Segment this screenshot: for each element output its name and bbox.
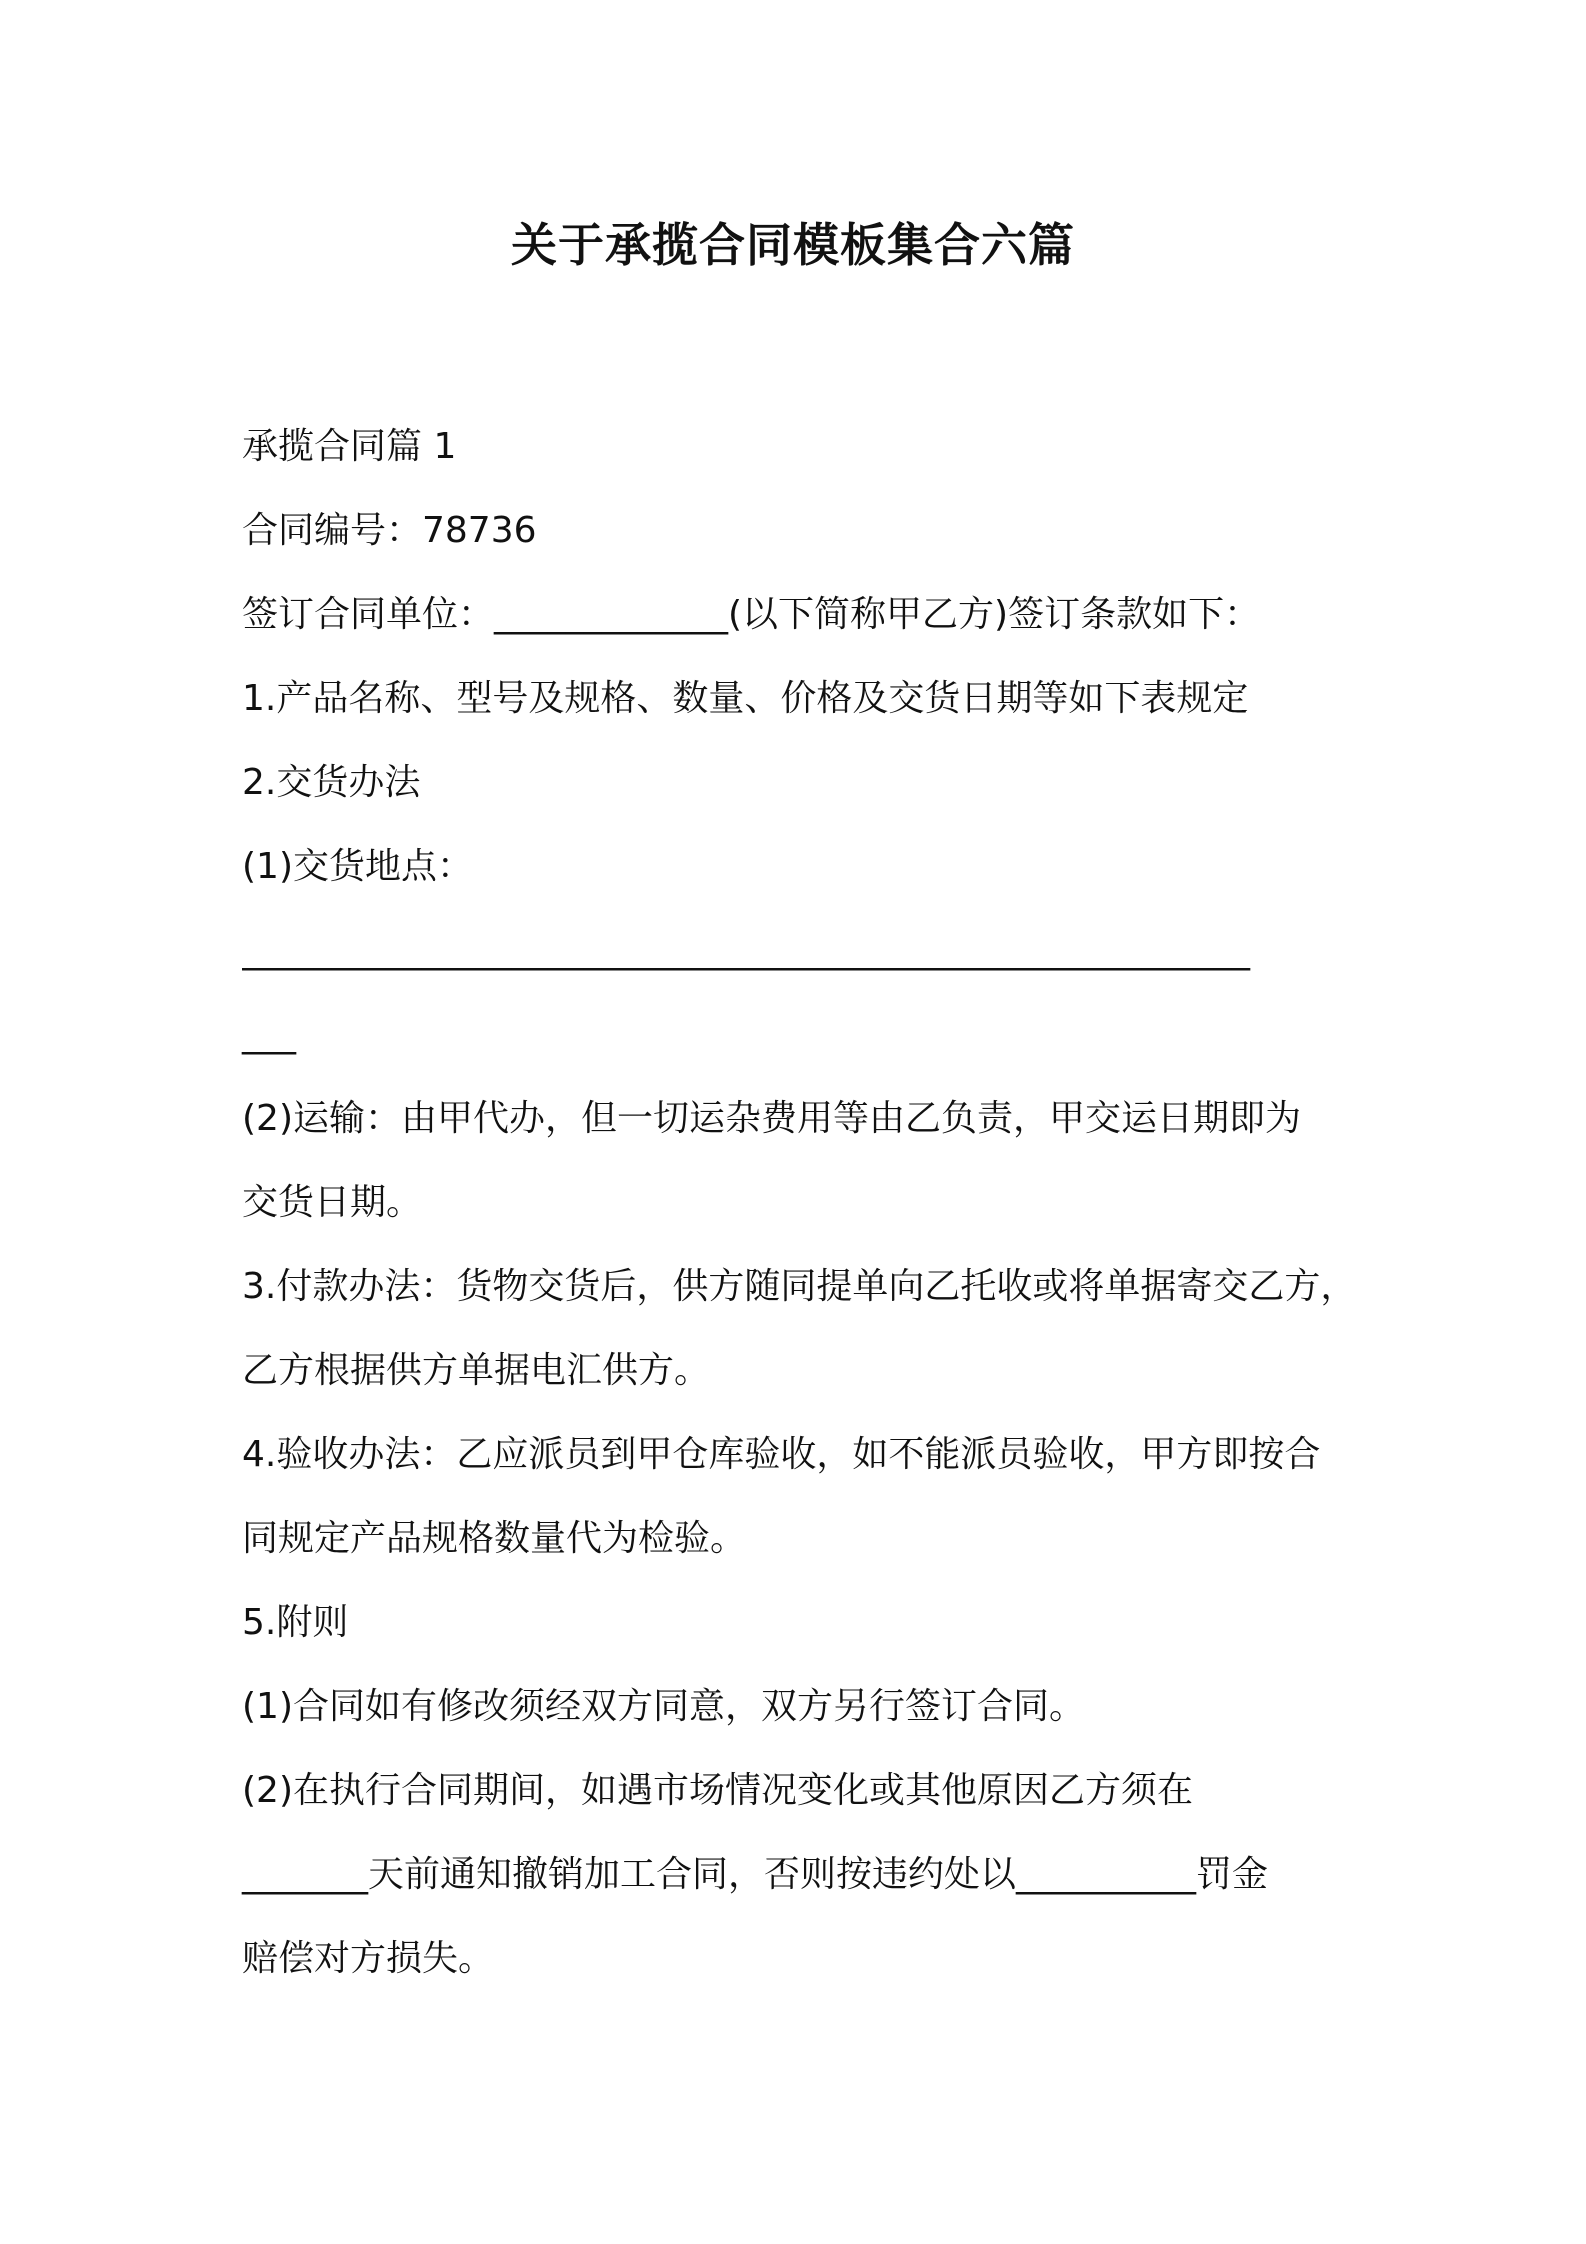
clause-2-heading: 2.交货办法 [242, 762, 421, 803]
clause-1: 1.产品名称、型号及规格、数量、价格及交货日期等如下表规定 [242, 678, 1249, 719]
blank-line-long: ________________________________________________________ [242, 930, 1250, 971]
clause-3-line-2: 乙方根据供方单据电汇供方。 [242, 1350, 711, 1391]
section-heading: 承揽合同篇 1 [242, 426, 457, 467]
clause-3-line-1: 3.付款办法：货物交货后，供方随同提单向乙托收或将单据寄交乙方， [242, 1266, 1357, 1307]
blank-line-short: ___ [242, 1014, 296, 1055]
clause-5-heading: 5.附则 [242, 1602, 349, 1643]
clause-2-1: (1)交货地点： [242, 846, 473, 887]
clause-2-2-line-1: (2)运输：由甲代办，但一切运杂费用等由乙负责，甲交运日期即为 [242, 1098, 1301, 1139]
clause-5-1: (1)合同如有修改须经双方同意，双方另行签订合同。 [242, 1686, 1085, 1727]
clause-5-2-line-2: _______天前通知撤销加工合同，否则按违约处以__________罚金 [242, 1854, 1269, 1895]
contract-number: 合同编号：78736 [242, 510, 537, 551]
clause-2-2-line-2: 交货日期。 [242, 1182, 423, 1223]
document-body [242, 405, 1362, 2001]
signing-parties: 签订合同单位：_____________(以下简称甲乙方)签订条款如下： [242, 594, 1261, 635]
document-title: 关于承揽合同模板集合六篇 [511, 218, 1075, 272]
clause-5-2-line-1: (2)在执行合同期间，如遇市场情况变化或其他原因乙方须在 [242, 1770, 1193, 1811]
clause-4-line-1: 4.验收办法：乙应派员到甲仓库验收，如不能派员验收，甲方即按合 [242, 1434, 1321, 1475]
clause-5-2-line-3: 赔偿对方损失。 [242, 1938, 495, 1979]
clause-4-line-2: 同规定产品规格数量代为检验。 [242, 1518, 747, 1559]
